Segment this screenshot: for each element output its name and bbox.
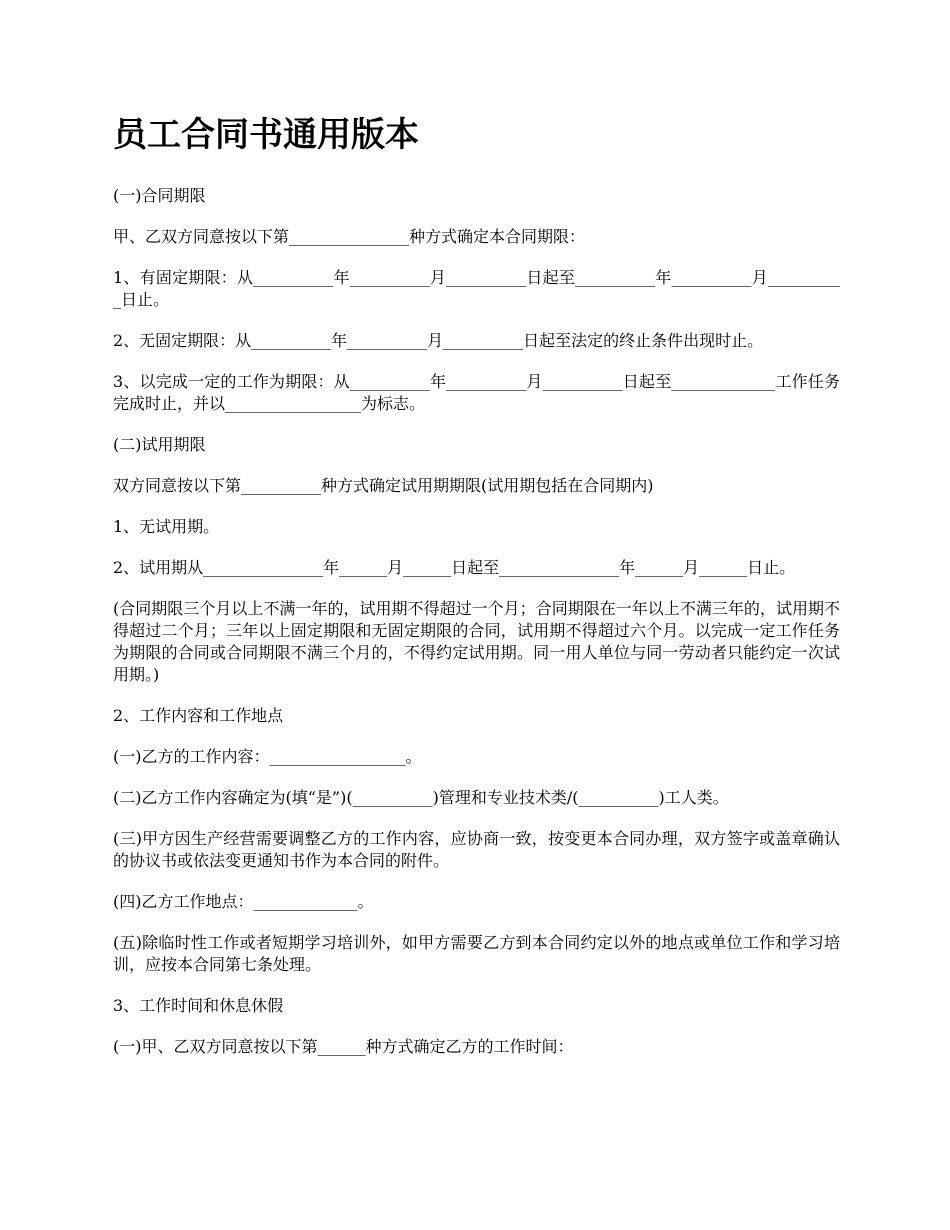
section-heading-probation: (二)试用期限: [113, 435, 206, 454]
section-heading-contract-term: (一)合同期限: [113, 186, 206, 205]
paragraph: 双方同意按以下第__________种方式确定试用期期限(试用期包括在合同期内): [113, 476, 654, 495]
paragraph: 2、无固定期限：从__________年__________月__________日起至法定的终止条件出现时止。: [113, 331, 764, 350]
document-page: [113, 110, 840, 1077]
paragraph: (一)乙方的工作内容：_________________。: [113, 747, 422, 766]
paragraph: 3、以完成一定的工作为期限：从__________年__________月__________日起至_____________工作任务完成时止，并以_________________为标志。: [113, 372, 840, 413]
paragraph: (一)甲、乙双方同意按以下第______种方式确定乙方的工作时间：: [113, 1037, 574, 1056]
section-heading-work-content: 2、工作内容和工作地点: [113, 706, 284, 725]
paragraph: (五)除临时性工作或者短期学习培训外，如甲方需要乙方到本合同约定以外的地点或单位工作和学习培训，应按本合同第七条处理。: [113, 933, 840, 974]
paragraph: 1、有固定期限：从__________年__________月__________日起至__________年__________月__________日止。: [113, 268, 840, 309]
paragraph: 1、无试用期。: [113, 517, 220, 536]
paragraph: (二)乙方工作内容确定为(填“是”)(__________)管理和专业技术类/(__________)工人类。: [113, 788, 729, 807]
paragraph-note: (合同期限三个月以上不满一年的，试用期不得超过一个月；合同期限在一年以上不满三年的，试用期不得超过二个月；三年以上固定期限和无固定期限的合同，试用期不得超过六个月。以完成一定工作任务为期限的合同或合同期限不满三个月的，不得约定试用期。同一用人单位与同一劳动者只能约定一次试用期。): [113, 599, 840, 684]
paragraph: (三)甲方因生产经营需要调整乙方的工作内容，应协商一致，按变更本合同办理，双方签字或盖章确认的协议书或依法变更通知书作为本合同的附件。: [113, 829, 840, 870]
section-heading-work-hours: 3、工作时间和休息休假: [113, 996, 284, 1015]
paragraph: 2、试用期从_______________年______月______日起至_______________年______月______日止。: [113, 558, 796, 577]
document-title: 员工合同书通用版本: [113, 115, 419, 155]
paragraph: 甲、乙双方同意按以下第_______________种方式确定本合同期限：: [113, 227, 586, 246]
paragraph: (四)乙方工作地点：_____________。: [113, 892, 374, 911]
